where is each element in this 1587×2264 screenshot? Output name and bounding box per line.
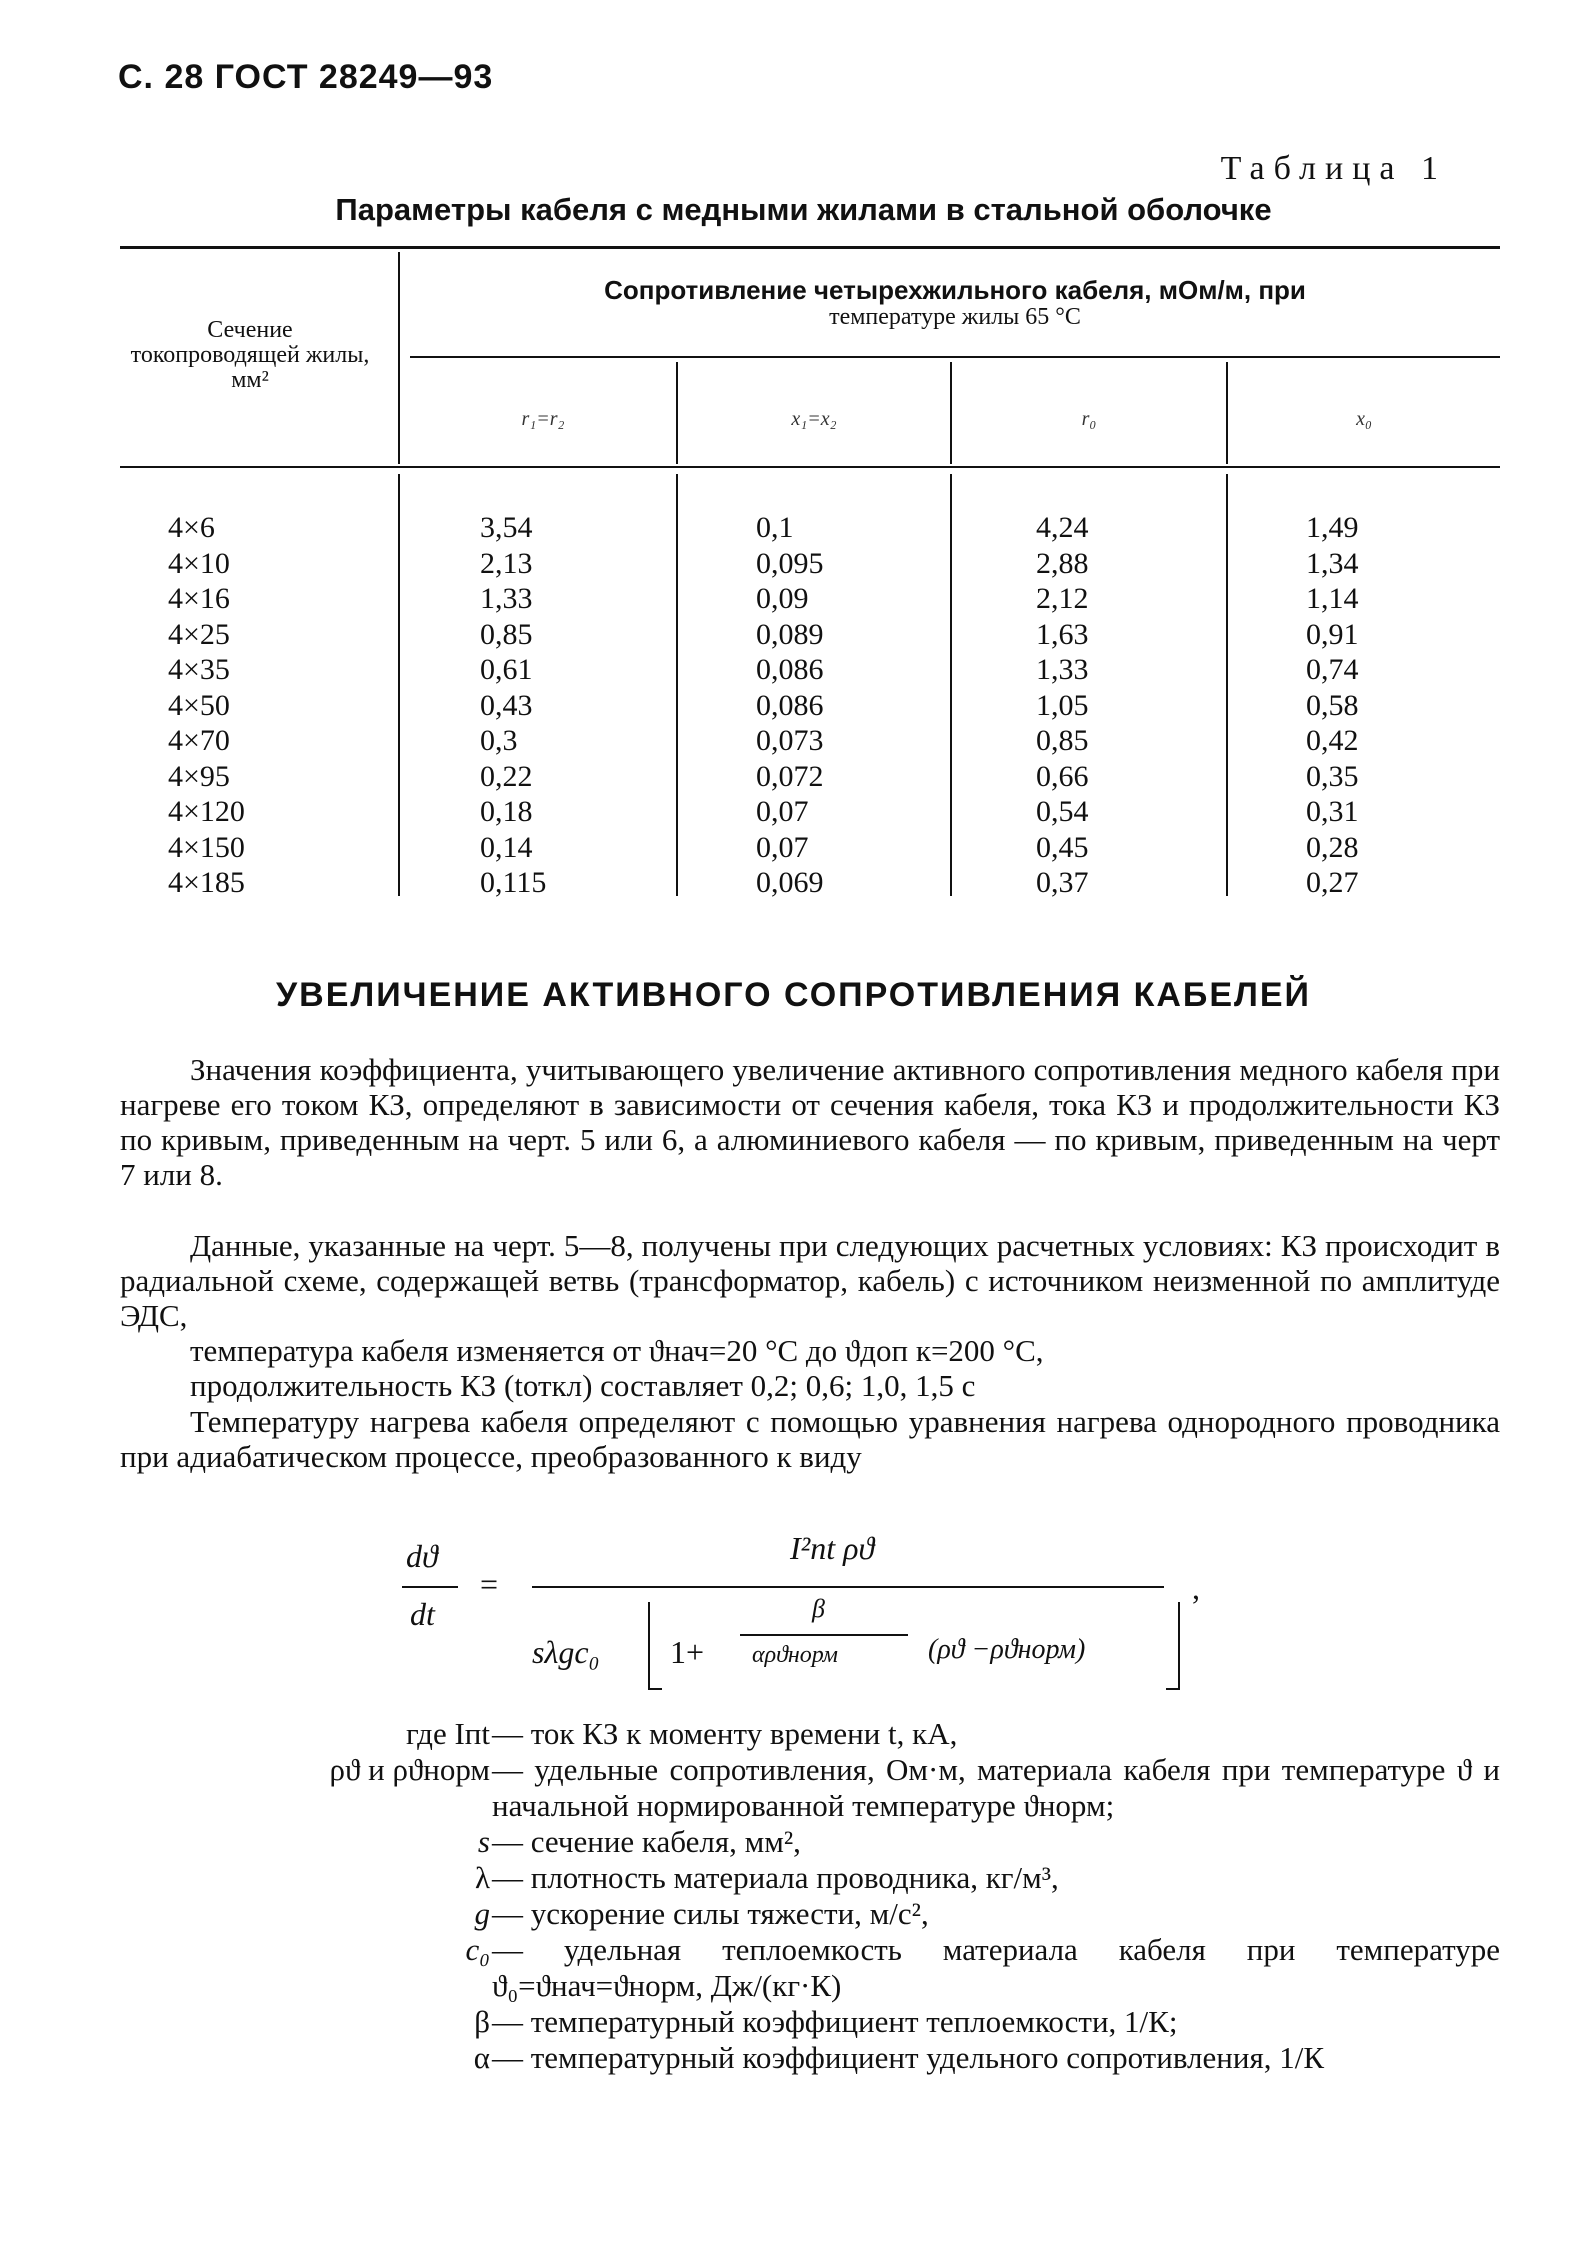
- table-cell: 0,22: [480, 759, 533, 793]
- table-cell: 2,88: [1036, 546, 1089, 580]
- table-cell: 0,28: [1306, 830, 1359, 864]
- section-title: УВЕЛИЧЕНИЕ АКТИВНОГО СОПРОТИВЛЕНИЯ КАБЕЛЕЙ: [276, 976, 1311, 1014]
- resistance-header: Сопротивление четырехжильного кабеля, мОм/м, при: [604, 275, 1306, 305]
- definition-term: s: [477, 1824, 490, 1859]
- definition-text: — удельные сопротивления, Ом·м, материала кабеля при температуре ϑ и начальной нормированной температуре ϑнорм;: [492, 1752, 1500, 1823]
- table-cell: 3,54: [480, 511, 533, 544]
- table-label: Таблица 1: [1220, 150, 1447, 187]
- table-cell: 0,85: [480, 617, 533, 651]
- table-cell: 0,07: [756, 795, 809, 828]
- table-cell: 1,63: [1036, 617, 1089, 651]
- definition-term: ρϑ и ρϑнорм: [329, 1752, 490, 1787]
- table-body-divider-1: [676, 474, 678, 896]
- definition-term: α: [473, 2040, 490, 2075]
- table-cell: 0,089: [756, 617, 824, 651]
- table-header-divider: [398, 252, 400, 464]
- formula: [380, 1530, 1250, 1710]
- table-cell: 1,49: [1306, 511, 1359, 544]
- subheader-x0: x₀: [1356, 408, 1372, 430]
- table-cell: 0,91: [1306, 617, 1359, 651]
- table-cell: 0,27: [1306, 866, 1359, 899]
- table-cell: 0,45: [1036, 830, 1089, 864]
- table-cell: 0,115: [480, 866, 547, 899]
- column-r0: [1036, 510, 1089, 901]
- formula-inner-one: 1+: [670, 1634, 705, 1670]
- definition-text: — температурный коэффициент теплоемкости, 1/К;: [492, 2004, 1178, 2039]
- table-title: Параметры кабеля с медными жилами в стальной оболочке: [335, 192, 1272, 227]
- table-cell: 1,33: [1036, 653, 1089, 686]
- definition-term: β: [474, 2004, 490, 2039]
- table-cell: 0,66: [1036, 759, 1089, 793]
- paragraph-5: Температуру нагрева кабеля определяют с помощью уравнения нагрева однородного проводника при адиабатическом процессе, преобразованного к виду: [120, 1404, 1500, 1474]
- definition-text: — ускорение силы тяжести, м/с²,: [492, 1896, 929, 1931]
- subheader-r1-r2: r₁=r₂: [521, 408, 565, 430]
- formula-rhs-num: I²пt ρϑ: [790, 1530, 875, 1566]
- table-cell: 0,42: [1306, 724, 1359, 757]
- table-cell: 0,072: [756, 759, 824, 793]
- column-sections: [168, 510, 245, 901]
- table-cell: 0,069: [756, 866, 824, 899]
- table-cell: 0,37: [1036, 866, 1089, 899]
- table-header-subrule: [410, 356, 1500, 358]
- table-cell: 4×70: [168, 724, 230, 757]
- paragraph-2: Данные, указанные на черт. 5—8, получены при следующих расчетных условиях: КЗ происходит в радиальной схеме, содержащей ветвь (трансформатор, кабель) с источником неизменной по амплитуде ЭДС,: [120, 1228, 1500, 1333]
- table-cell: 0,09: [756, 582, 809, 615]
- table-cell: 4×50: [168, 688, 230, 722]
- definition-text: — удельная теплоемкость материала кабеля при температуре ϑ₀=ϑнач=ϑнорм, Дж/(кг·К): [492, 1932, 1500, 2003]
- definition-term: где Iпt: [406, 1716, 490, 1751]
- paragraph-4: продолжительность КЗ (tоткл) составляет 0,2; 0,6; 1,0, 1,5 с: [190, 1368, 976, 1403]
- table-cell: 0,086: [756, 653, 824, 686]
- table-cell: 0,35: [1306, 759, 1359, 793]
- definition-text: — сечение кабеля, мм²,: [492, 1824, 801, 1859]
- column-x0: [1306, 510, 1359, 901]
- table-cell: 4×35: [168, 653, 230, 686]
- table-cell: 0,095: [756, 546, 824, 580]
- definition-term: λ: [474, 1860, 490, 1895]
- formula-equals: =: [480, 1566, 499, 1602]
- table-cell: 0,43: [480, 688, 533, 722]
- formula-lhs-num: dϑ: [406, 1538, 438, 1574]
- subheader-r0: r₀: [1081, 408, 1097, 430]
- formula-inner-den: αρϑнорм: [752, 1642, 838, 1668]
- table-cell: 0,3: [480, 724, 518, 757]
- table-cell: 0,1: [756, 511, 794, 544]
- formula-inner-num: β: [812, 1594, 825, 1623]
- table-body-divider-3: [1226, 474, 1228, 896]
- table-cell: 4,24: [1036, 511, 1089, 544]
- formula-bracket-right: [1166, 1602, 1180, 1690]
- table-cell: 4×185: [168, 866, 245, 899]
- table-cell: 1,14: [1306, 582, 1359, 615]
- table-cell: 4×6: [168, 511, 215, 544]
- table-cell: 0,086: [756, 688, 824, 722]
- formula-inner-right: (ρϑ −ρϑнорм): [928, 1634, 1086, 1665]
- table-cell: 4×150: [168, 830, 245, 864]
- formula-den-left: sλgc₀: [532, 1634, 600, 1670]
- table-cell: 0,18: [480, 795, 533, 828]
- table-cell: 0,07: [756, 830, 809, 864]
- table-cell: 1,05: [1036, 688, 1089, 722]
- table-cell: 2,12: [1036, 582, 1089, 615]
- definition-text: — плотность материала проводника, кг/м³,: [492, 1860, 1059, 1895]
- table-header-bottom-rule: [120, 466, 1500, 468]
- formula-comma: ,: [1192, 1570, 1200, 1606]
- definition-term: g: [474, 1896, 490, 1931]
- table-cell: 0,61: [480, 653, 533, 686]
- formula-bracket-left: [648, 1602, 662, 1690]
- column-x1-x2: [756, 510, 824, 901]
- table-cell: 4×120: [168, 795, 245, 828]
- table-cell: 0,073: [756, 724, 824, 757]
- definition-text: — температурный коэффициент удельного сопротивления, 1/К: [492, 2040, 1325, 2075]
- column-r1-r2: [480, 510, 546, 901]
- formula-lhs-line: [402, 1586, 458, 1588]
- formula-main-line: [532, 1586, 1164, 1588]
- table-cell: 2,13: [480, 546, 533, 580]
- table-body-divider-2: [950, 474, 952, 896]
- table-cell: 4×10: [168, 546, 230, 580]
- resistance-subheader: температуре жилы 65 °С: [829, 304, 1081, 330]
- paragraph-1: Значения коэффициента, учитывающего увеличение активного сопротивления медного кабеля при нагреве его током КЗ, определяют в зависимости от сечения кабеля, тока КЗ и продолжительности КЗ по кривым, приведенным на черт. 5 или 6, а алюминиевого кабеля — по кривым, приведенным на черт 7 или 8.: [120, 1052, 1500, 1192]
- table-cell: 0,14: [480, 830, 533, 864]
- table-cell: 1,34: [1306, 546, 1359, 580]
- formula-lhs-den: dt: [410, 1596, 435, 1632]
- table-cell: 4×95: [168, 759, 230, 793]
- subheader-x1-x2: x₁=x₂: [791, 408, 837, 430]
- table-cell: 0,85: [1036, 724, 1089, 757]
- definition-text: — ток КЗ к моменту времени t, кА,: [492, 1716, 958, 1751]
- table-cell: 0,54: [1036, 795, 1089, 828]
- formula-inner-line: [740, 1634, 908, 1636]
- table-cell: 1,33: [480, 582, 533, 615]
- paragraph-3: температура кабеля изменяется от ϑнач=20 °С до ϑдоп к=200 °С,: [190, 1333, 1044, 1368]
- table-top-rule: [120, 246, 1500, 249]
- page-header: С. 28 ГОСТ 28249—93: [118, 58, 494, 96]
- section-column-header: Сечение токопроводящей жилы, мм²: [130, 317, 370, 393]
- table-cell: 0,58: [1306, 688, 1359, 722]
- table-body-divider-0: [398, 474, 400, 896]
- table-cell: 4×16: [168, 582, 230, 615]
- definition-term: c₀: [465, 1932, 490, 1967]
- table-cell: 0,31: [1306, 795, 1359, 828]
- table-cell: 4×25: [168, 617, 230, 651]
- table-cell: 0,74: [1306, 653, 1359, 686]
